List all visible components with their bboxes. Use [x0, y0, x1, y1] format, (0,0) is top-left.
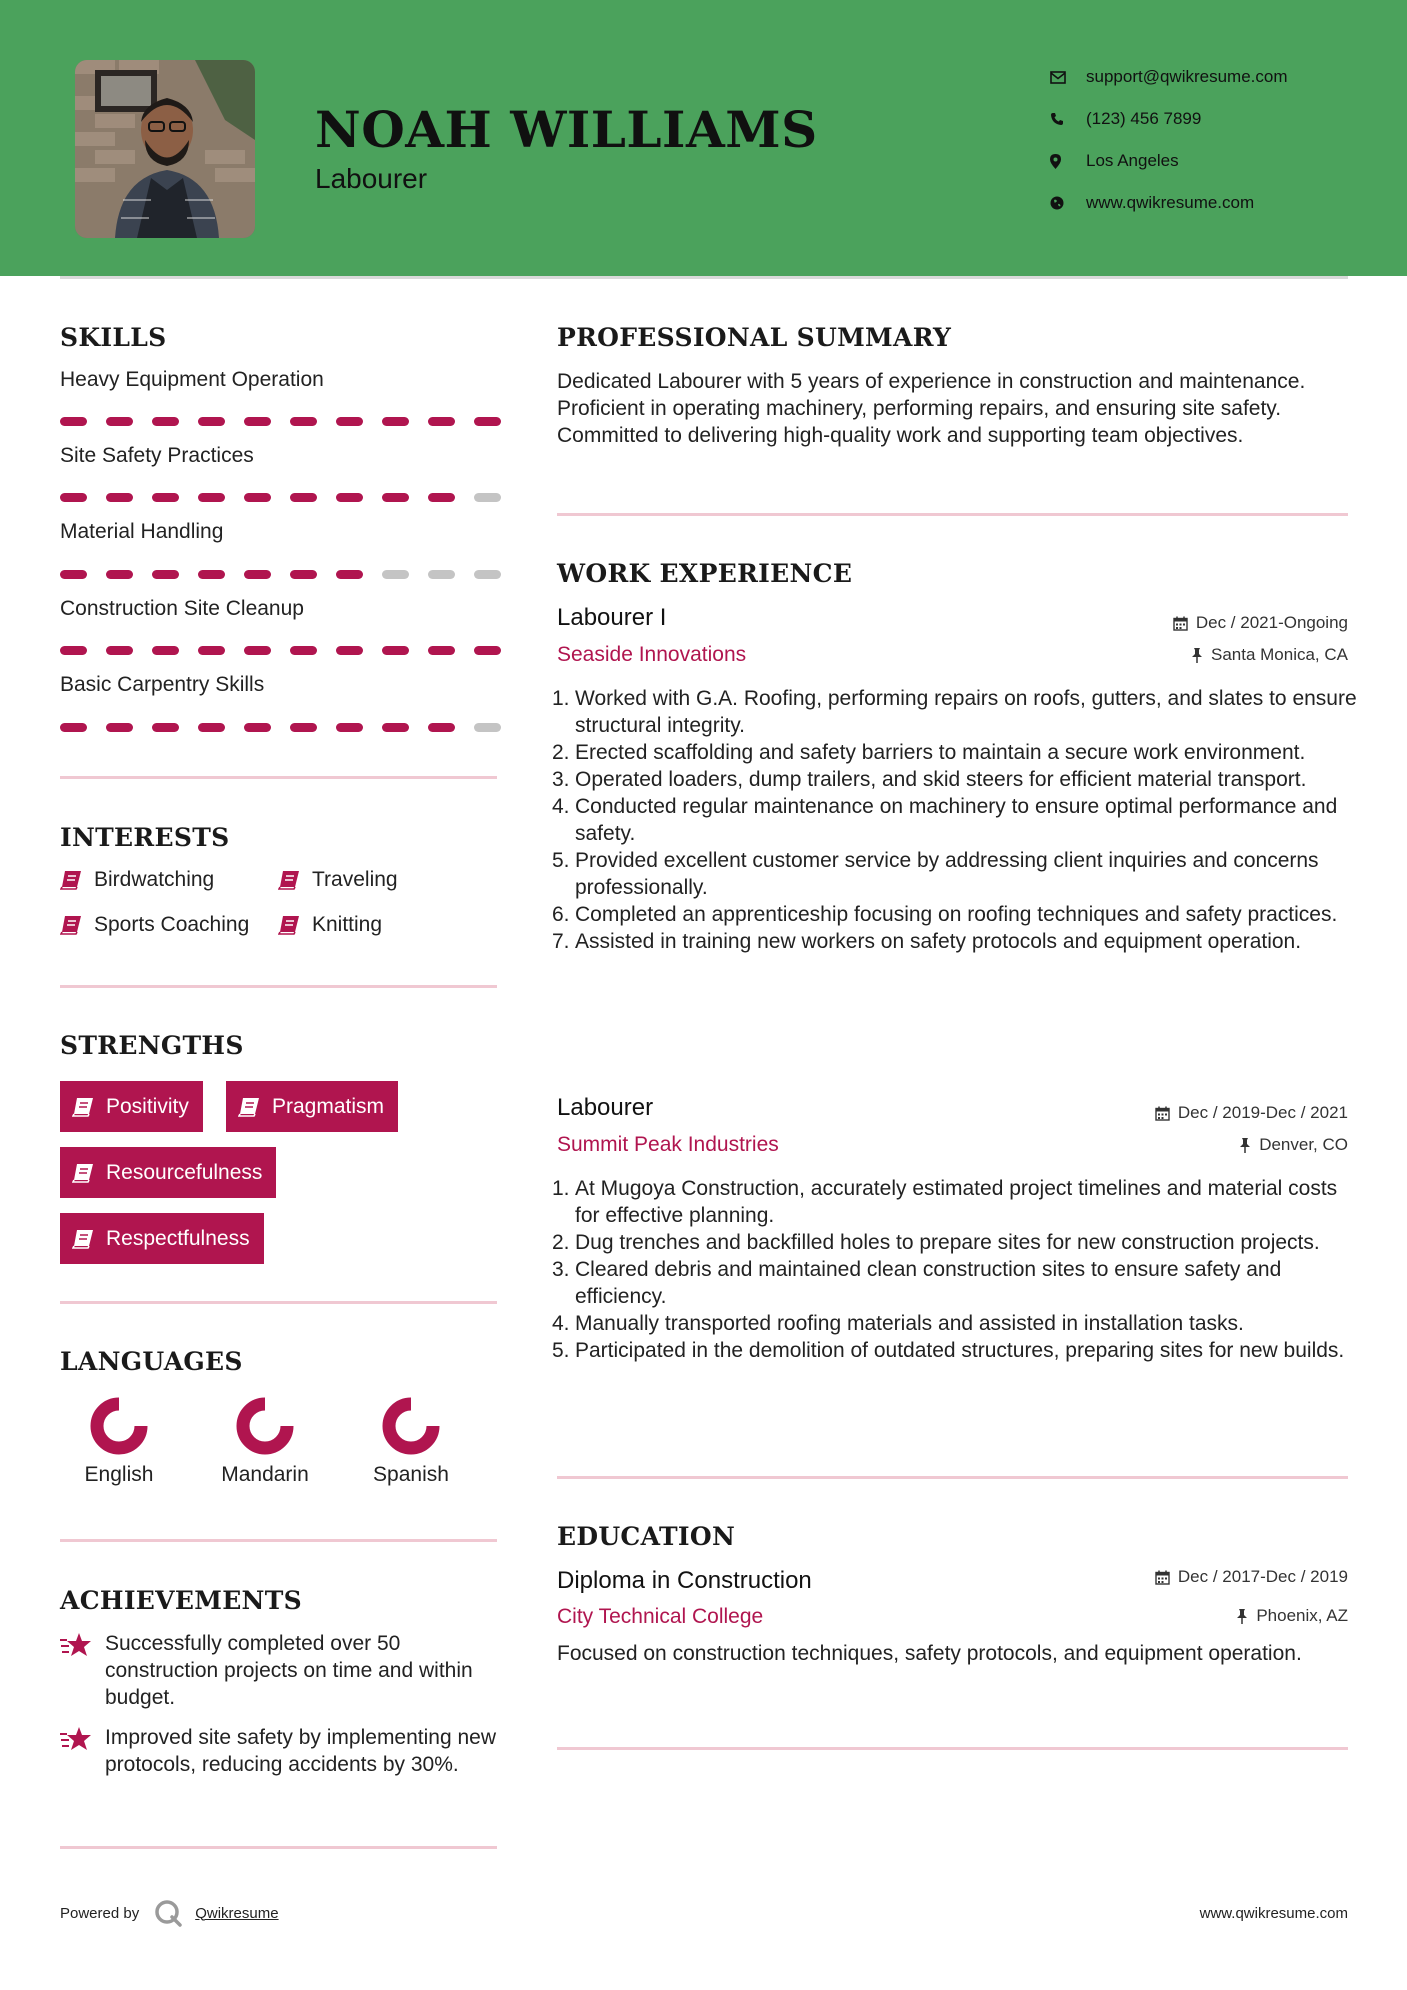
job-location: Santa Monica, CA [1191, 645, 1348, 665]
contact-list [1050, 56, 1288, 224]
section-divider [557, 513, 1348, 516]
header-divider [60, 276, 1348, 279]
skill-dot-filled [290, 570, 317, 579]
footer-powered-by: Powered by Qwikresume [60, 1898, 279, 1928]
skill-dot-filled [428, 417, 455, 426]
strengths-heading: STRENGTHS [60, 1031, 244, 1060]
skill-dot-filled [428, 646, 455, 655]
job-role: Labourer [557, 1094, 654, 1121]
job-role: Labourer I [557, 604, 667, 631]
interest-item: Birdwatching [60, 868, 214, 892]
language-item: Mandarin [205, 1395, 325, 1487]
book-icon [60, 915, 82, 935]
language-level-arc [243, 1404, 287, 1448]
experience-heading: WORK EXPERIENCE [557, 559, 853, 588]
skill-dot-filled [106, 417, 133, 426]
skill-dot-filled [244, 417, 271, 426]
skill-rating [60, 417, 520, 426]
list-item: 2. Erected scaffolding and safety barriers to maintain a secure work environment. [552, 741, 1306, 764]
language-level-gauge [380, 1395, 442, 1457]
list-item: 3. Cleared debris and maintained clean construction sites to ensure safety and efficiency. [552, 1258, 1282, 1308]
skill-dot-filled [106, 570, 133, 579]
book-icon [238, 1097, 260, 1117]
book-icon [72, 1097, 94, 1117]
achievement-item: Successfully completed over 50 construction projects on time and within budget. [60, 1630, 500, 1711]
skill-dot-filled [474, 646, 501, 655]
book-icon [278, 870, 300, 890]
section-divider [60, 985, 497, 988]
skill-name: Heavy Equipment Operation [60, 368, 324, 391]
section-divider [60, 1539, 497, 1542]
strength-badge: Pragmatism [226, 1081, 398, 1132]
skill-dot-filled [60, 646, 87, 655]
skill-dot-filled [428, 723, 455, 732]
skill-name: Site Safety Practices [60, 444, 254, 467]
book-icon [278, 915, 300, 935]
skill-dot-filled [60, 417, 87, 426]
skill-dot-filled [106, 646, 133, 655]
book-icon [72, 1163, 94, 1183]
skill-dot-filled [106, 723, 133, 732]
globe-icon [1050, 196, 1086, 210]
skill-dot-filled [152, 646, 179, 655]
calendar-icon [1155, 1570, 1170, 1585]
interest-item: Knitting [278, 913, 382, 937]
skills-heading: SKILLS [60, 323, 167, 352]
contact-phone[interactable]: (123) 456 7899 [1050, 98, 1288, 140]
skill-dot-filled [428, 493, 455, 502]
profile-photo [75, 60, 255, 238]
skill-dot-filled [336, 646, 363, 655]
language-level-gauge [88, 1395, 150, 1457]
interests-heading: INTERESTS [60, 823, 230, 852]
list-item: 1. At Mugoya Construction, accurately estimated project timelines and material costs for effective planning. [552, 1177, 1338, 1227]
section-divider [557, 1476, 1348, 1479]
section-divider [60, 1846, 497, 1849]
skill-dot-filled [382, 646, 409, 655]
skill-rating [60, 493, 520, 502]
section-divider [60, 1301, 497, 1304]
calendar-icon [1173, 616, 1188, 631]
job-dates: Dec / 2019-Dec / 2021 [1155, 1103, 1348, 1123]
skill-rating [60, 723, 520, 732]
skill-dot-filled [60, 570, 87, 579]
skill-dot-filled [60, 493, 87, 502]
skill-dot-filled [336, 493, 363, 502]
summary-heading: PROFESSIONAL SUMMARY [557, 323, 952, 352]
skill-rating [60, 646, 520, 655]
star-award-icon [60, 1724, 105, 1778]
achievement-item: Improved site safety by implementing new protocols, reducing accidents by 30%. [60, 1724, 500, 1778]
skill-dot-filled [198, 723, 225, 732]
list-item: 6. Completed an apprenticeship focusing on roofing techniques and safety practices. [552, 903, 1338, 926]
skill-name: Material Handling [60, 520, 224, 543]
skill-dot-empty [382, 570, 409, 579]
interest-item: Sports Coaching [60, 913, 249, 937]
list-item: 5. Participated in the demolition of outdated structures, preparing sites for new builds. [552, 1339, 1345, 1362]
skill-name: Construction Site Cleanup [60, 597, 304, 620]
skill-dot-empty [474, 570, 501, 579]
skill-dot-filled [382, 417, 409, 426]
section-divider [557, 1747, 1348, 1750]
skill-dot-filled [106, 493, 133, 502]
skill-dot-filled [244, 493, 271, 502]
skill-dot-filled [474, 417, 501, 426]
list-item: 4. Manually transported roofing materials and assisted in installation tasks. [552, 1312, 1244, 1335]
calendar-icon [1155, 1106, 1170, 1121]
job-company: Summit Peak Industries [557, 1133, 779, 1156]
achievements-heading: ACHIEVEMENTS [60, 1586, 302, 1615]
strength-badge: Resourcefulness [60, 1147, 276, 1198]
skill-dot-filled [244, 723, 271, 732]
book-icon [72, 1229, 94, 1249]
strength-badge: Positivity [60, 1081, 203, 1132]
list-item: 4. Conducted regular maintenance on machinery to ensure optimal performance and safety. [552, 795, 1338, 845]
language-level-arc [97, 1404, 141, 1448]
skill-dot-filled [152, 570, 179, 579]
skill-dot-empty [428, 570, 455, 579]
skill-dot-filled [382, 493, 409, 502]
skill-dot-filled [336, 570, 363, 579]
star-award-icon [60, 1630, 105, 1711]
skill-dot-filled [336, 417, 363, 426]
pushpin-icon [1239, 1138, 1251, 1153]
candidate-title: Labourer [315, 163, 428, 194]
phone-icon [1050, 112, 1086, 126]
pushpin-icon [1236, 1609, 1248, 1624]
footer-website[interactable]: www.qwikresume.com [1199, 1905, 1348, 1922]
envelope-icon [1050, 71, 1086, 84]
skill-dot-filled [198, 570, 225, 579]
strength-badge: Respectfulness [60, 1213, 264, 1264]
list-item: 7. Assisted in training new workers on safety protocols and equipment operation. [552, 930, 1302, 953]
list-item: 2. Dug trenches and backfilled holes to prepare sites for new construction projects. [552, 1231, 1320, 1254]
job-company: Seaside Innovations [557, 643, 747, 666]
contact-location: Los Angeles [1050, 140, 1288, 182]
skill-dot-empty [474, 723, 501, 732]
skill-dot-filled [290, 723, 317, 732]
skill-dot-filled [198, 493, 225, 502]
contact-website[interactable]: www.qwikresume.com [1050, 182, 1288, 224]
education-degree: Diploma in Construction [557, 1567, 812, 1594]
candidate-name: NOAH WILLIAMS [315, 100, 818, 159]
skill-dot-filled [198, 646, 225, 655]
skill-dot-filled [290, 417, 317, 426]
education-dates: Dec / 2017-Dec / 2019 [1155, 1567, 1348, 1587]
list-item: 3. Operated loaders, dump trailers, and skid steers for efficient material transport. [552, 768, 1307, 791]
language-level-arc [389, 1404, 433, 1448]
skill-dot-filled [152, 493, 179, 502]
skill-dot-filled [290, 493, 317, 502]
list-item: 5. Provided excellent customer service by addressing client inquiries and concerns professionally. [552, 849, 1319, 899]
skill-name: Basic Carpentry Skills [60, 673, 265, 696]
job-bullets [552, 1175, 1357, 1364]
skill-dot-empty [474, 493, 501, 502]
languages-heading: LANGUAGES [60, 1347, 243, 1376]
section-divider [60, 776, 497, 779]
skill-dot-filled [198, 417, 225, 426]
language-item: Spanish [351, 1395, 471, 1487]
map-pin-icon [1050, 154, 1086, 169]
skill-dot-filled [290, 646, 317, 655]
education-school: City Technical College [557, 1605, 764, 1628]
list-item: 1. Worked with G.A. Roofing, performing repairs on roofs, gutters, and slates to ensure structural integrity. [552, 687, 1357, 737]
skill-dot-filled [244, 646, 271, 655]
contact-email[interactable]: support@qwikresume.com [1050, 56, 1288, 98]
skill-dot-filled [152, 417, 179, 426]
book-icon [60, 870, 82, 890]
skill-dot-filled [382, 723, 409, 732]
skill-dot-filled [336, 723, 363, 732]
job-location: Denver, CO [1239, 1135, 1348, 1155]
skill-dot-filled [60, 723, 87, 732]
skill-rating [60, 570, 520, 579]
qwikresume-logo-icon [153, 1898, 183, 1928]
language-level-gauge [234, 1395, 296, 1457]
education-heading: EDUCATION [557, 1522, 736, 1551]
interest-item: Traveling [278, 868, 398, 892]
job-bullets [552, 685, 1357, 955]
skill-dot-filled [244, 570, 271, 579]
skill-dot-filled [152, 723, 179, 732]
pushpin-icon [1191, 648, 1203, 663]
qwikresume-link[interactable]: Qwikresume [195, 1904, 279, 1922]
education-description: Focused on construction techniques, safety protocols, and equipment operation. [557, 1642, 1302, 1665]
education-location: Phoenix, AZ [1236, 1606, 1348, 1626]
job-dates: Dec / 2021-Ongoing [1173, 613, 1348, 633]
summary-text: Dedicated Labourer with 5 years of experience in construction and maintenance. Proficient in operating machinery, performing repairs, and ensuring site safety. Committed to delivering high-quality work and supporting team objectives. [557, 370, 1306, 447]
header-banner [0, 0, 1407, 276]
language-item: English [59, 1395, 179, 1487]
